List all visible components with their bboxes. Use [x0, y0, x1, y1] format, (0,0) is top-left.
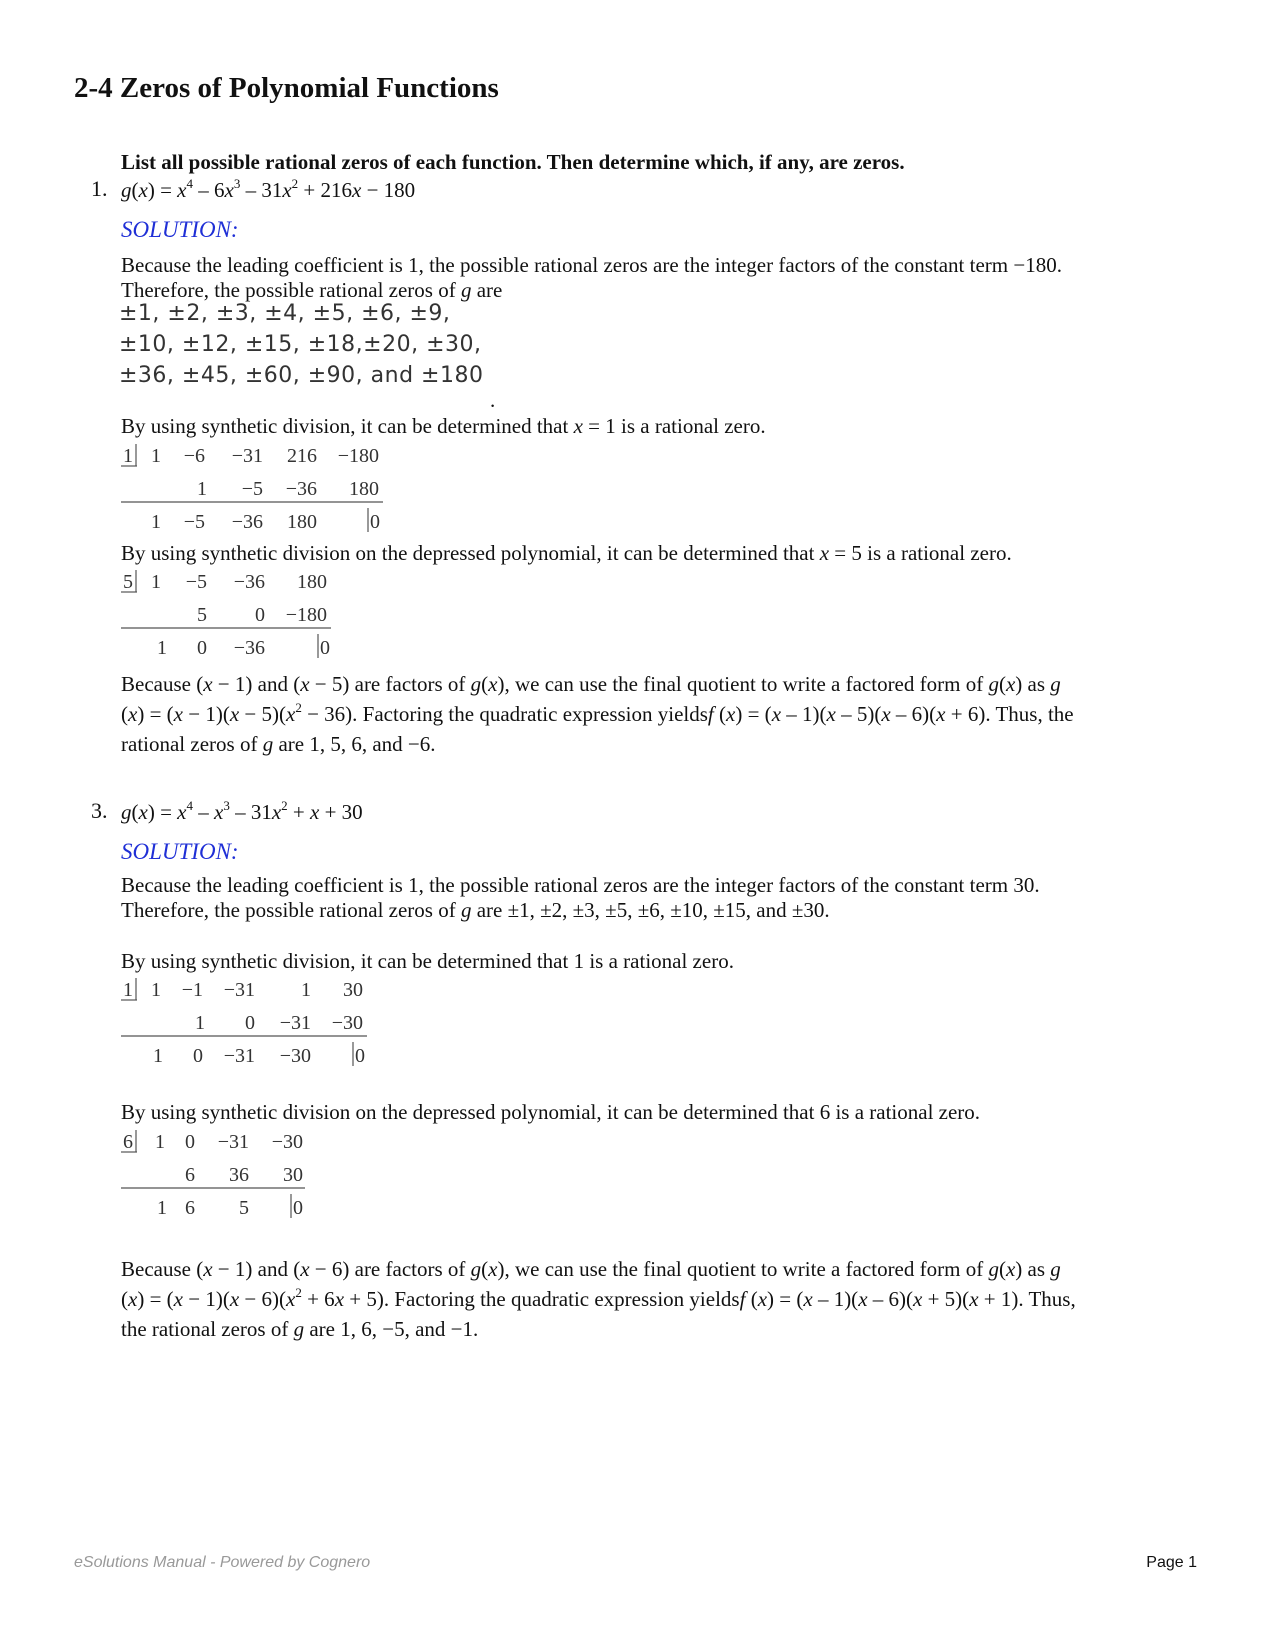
quotient: −36	[233, 637, 265, 659]
remainder: 0	[355, 1045, 365, 1067]
quotient: 1	[151, 511, 161, 533]
coef: 0	[185, 1131, 195, 1153]
zeros-list-line-3: ±36, ±45, ±60, ±90, and ±180	[119, 363, 484, 388]
problem-1-synthetic-division-1	[121, 440, 401, 540]
quotient: −30	[279, 1045, 311, 1067]
coef: −1	[181, 979, 203, 1001]
problem-3-intro-line-1: Because the leading coefficient is 1, the possible rational zeros are the integer factors of the constant term 30.	[121, 873, 1040, 897]
conclusion-line-3: the rational zeros of g are 1, 6, −5, and −1.	[121, 1317, 479, 1341]
product: 6	[185, 1164, 195, 1186]
problem-1-step-1: By using synthetic division, it can be determined that x = 1 is a rational zero.	[121, 414, 766, 438]
coef: −6	[183, 445, 205, 467]
quotient: 5	[239, 1197, 249, 1219]
problem-3-synthetic-division-2	[121, 1126, 341, 1226]
quotient: −5	[183, 511, 205, 533]
problem-3-intro-line-2	[121, 898, 830, 923]
coef: −30	[271, 1131, 303, 1153]
problem-1-solution-label: SOLUTION:	[121, 217, 239, 242]
intro-text-end: are ±1, ±2, ±3, ±5, ±6, ±10, ±15, and ±30.	[471, 898, 830, 922]
product: −5	[241, 478, 263, 500]
product: 1	[197, 478, 207, 500]
quotient: 0	[197, 637, 207, 659]
page-number: Page 1	[1146, 1554, 1197, 1571]
coef: −180	[337, 445, 379, 467]
problem-1-zeros-list	[119, 298, 483, 391]
problem-1-conclusion	[121, 669, 1181, 759]
intro-text: Therefore, the possible rational zeros of	[121, 898, 461, 922]
divisor: 5	[123, 571, 133, 593]
coef: −31	[231, 445, 263, 467]
conclusion-line-2: $(x) = (x - 1)(x - 6)(x^2 + 6x + 5)$. Factoring the quadratic expression yieldsf (x) = (x – 1)(x – 6)(x + 5)(x + 1). Thus,	[121, 1285, 1076, 1311]
product: −30	[331, 1012, 363, 1034]
coef: −5	[185, 571, 207, 593]
instructions: List all possible rational zeros of each function. Then determine which, if any, are zeros.	[121, 150, 905, 174]
remainder: 0	[293, 1197, 303, 1219]
product: 0	[245, 1012, 255, 1034]
remainder: 0	[320, 637, 330, 659]
footer-credit: eSolutions Manual - Powered by Cognero	[74, 1554, 371, 1571]
divisor: 1	[123, 445, 133, 467]
problem-1-number: 1.	[91, 176, 108, 201]
quotient: −36	[231, 511, 263, 533]
intro-text-end: are	[471, 278, 503, 302]
problem-3-solution-label: SOLUTION:	[121, 839, 239, 864]
coef: 1	[151, 979, 161, 1001]
zeros-list-line-2: ±10, ±12, ±15, ±18,±20, ±30,	[119, 332, 482, 357]
page-title: 2-4 Zeros of Polynomial Functions	[74, 72, 499, 104]
quotient: 180	[287, 511, 317, 533]
problem-3-step-2: By using synthetic division on the depressed polynomial, it can be determined that 6 is a rational zero.	[121, 1100, 981, 1124]
conclusion-line-2: $(x) = (x - 1)(x - 5)(x^2 - 36)$. Factoring the quadratic expression yieldsf (x) = (x – 1)(x – 5)(x – 6)(x + 6). Thus, the	[121, 700, 1074, 726]
problem-1-function: $g(x) = x^4 - 6x^3 - 31x^2 + 216x - 180$	[121, 176, 416, 202]
problem-3-number: 3.	[91, 798, 108, 823]
coef: −36	[233, 571, 265, 593]
quotient: 0	[193, 1045, 203, 1067]
conclusion-line-3: rational zeros of g are 1, 5, 6, and −6.	[121, 732, 436, 756]
coef: −31	[223, 979, 255, 1001]
product: 5	[197, 604, 207, 626]
intro-variable: g	[460, 898, 472, 922]
zeros-list-line-1: ±1, ±2, ±3, ±4, ±5, ±6, ±9,	[119, 301, 451, 326]
coef: 1	[151, 571, 161, 593]
coef: 180	[297, 571, 327, 593]
problem-1-step-2: By using synthetic division on the depressed polynomial, it can be determined that x = 5 is a rational zero.	[121, 541, 1012, 565]
divisor: 1	[123, 979, 133, 1001]
intro-variable: g	[460, 278, 472, 302]
product: 180	[349, 478, 379, 500]
quotient: 1	[157, 637, 167, 659]
product: 0	[255, 604, 265, 626]
intro-text: Therefore, the possible rational zeros of	[121, 278, 461, 302]
quotient: 1	[153, 1045, 163, 1067]
divisor: 6	[123, 1131, 133, 1153]
coef: 30	[343, 979, 363, 1001]
remainder: 0	[370, 511, 380, 533]
conclusion-line-1: Because (x − 1) and (x − 5) are factors of g(x), we can use the final quotient to write a factored form of g(x) as g	[121, 672, 1061, 696]
product: 30	[283, 1164, 303, 1186]
coef: 1	[155, 1131, 165, 1153]
coef: −31	[217, 1131, 249, 1153]
coef: 1	[151, 445, 161, 467]
coef: 216	[287, 445, 317, 467]
problem-1-intro-line-1: Because the leading coefficient is 1, the possible rational zeros are the integer factors of the constant term −180.	[121, 253, 1062, 277]
problem-1-synthetic-division-2	[121, 566, 361, 666]
product: −36	[285, 478, 317, 500]
problem-3-conclusion	[121, 1254, 1181, 1344]
product: 36	[229, 1164, 249, 1186]
product: 1	[195, 1012, 205, 1034]
coef: 1	[301, 979, 311, 1001]
problem-3-function: $g(x) = x^4 - x^3 - 31x^2 + x + 30$	[121, 798, 363, 824]
list-period: .	[490, 388, 496, 412]
product: −180	[285, 604, 327, 626]
conclusion-line-1: Because (x − 1) and (x − 6) are factors of g(x), we can use the final quotient to write a factored form of g(x) as g	[121, 1257, 1061, 1281]
quotient: 6	[185, 1197, 195, 1219]
product: −31	[279, 1012, 311, 1034]
problem-3-synthetic-division-1	[121, 974, 381, 1074]
problem-3-step-1: By using synthetic division, it can be determined that 1 is a rational zero.	[121, 949, 734, 973]
quotient: −31	[223, 1045, 255, 1067]
quotient: 1	[157, 1197, 167, 1219]
